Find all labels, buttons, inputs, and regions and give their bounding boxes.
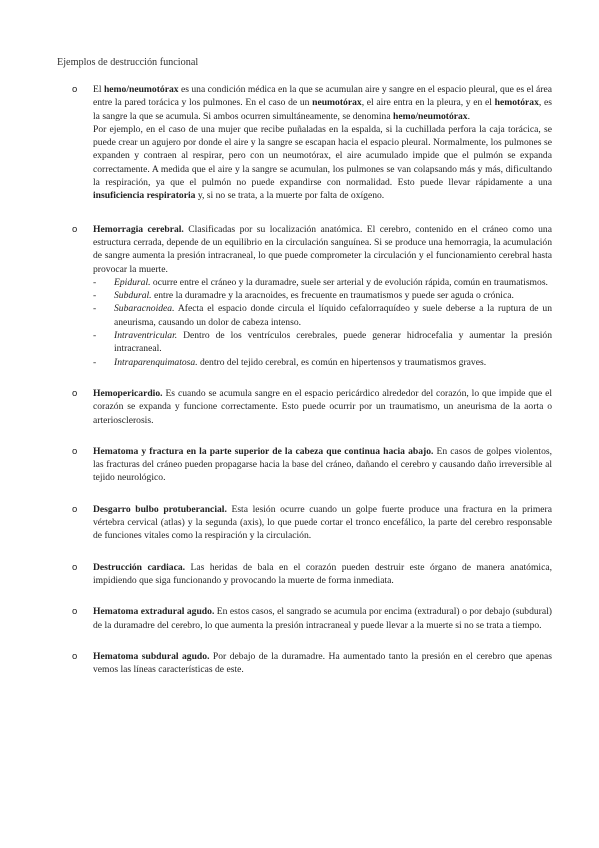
sub-list-item — [93, 276, 552, 289]
bold-term: Hemorragia cerebral. — [93, 223, 184, 235]
italic-term: Intraparenquimatosa. — [114, 356, 198, 368]
dash-icon: - — [93, 356, 97, 368]
bold-term: Hematoma y fractura en la parte superior de la cabeza que continua hacia abajo. — [93, 445, 434, 457]
bullet-icon: o — [72, 650, 78, 662]
bold-term: neumotórax — [312, 97, 362, 109]
text-run: . — [467, 110, 470, 122]
paragraph — [93, 503, 552, 543]
list-item — [72, 650, 552, 677]
dash-icon: - — [93, 276, 97, 288]
paragraph — [93, 223, 552, 276]
bold-term: Desgarro bulbo protuberancial. — [93, 503, 227, 515]
text-run: Esta lesión ocurre cuando un golpe fuerte produce una fractura en la primera vértebra cervical (atlas) y la segunda (axis), lo que puede cortar el tronco encefálico, la parte del cerebro responsable de funciones vitales como la respiración y la circulación. — [93, 503, 553, 542]
list-item — [72, 223, 552, 369]
text-run: En estos casos, el sangrado se acumula por encima (extradural) o por debajo (subdural) de la duramadre del cerebro, lo que aumenta la presión intracraneal y puede llevar a la muerte si no se trata a tiempo. — [93, 606, 552, 631]
sub-list — [93, 276, 552, 369]
text-run: ocurre entre el cráneo y la duramadre, suele ser arterial y de evolución rápida, común en traumatismos. — [150, 276, 548, 288]
bullet-icon: o — [72, 606, 78, 618]
italic-term: Intraventricular. — [114, 330, 178, 342]
dash-icon: - — [93, 290, 97, 302]
bullet-icon: o — [72, 503, 78, 515]
list-item — [72, 387, 552, 427]
paragraph — [93, 387, 552, 427]
bullet-icon: o — [72, 84, 78, 95]
text-run: dentro del tejido cerebral, es común en hipertensos y traumatismos graves. — [197, 356, 487, 368]
bold-term: insuficiencia respiratoria — [93, 190, 196, 202]
text-run: En casos de golpes violentos, las fracturas del cráneo pueden propagarse hacia la base del cráneo, dañando el cerebro y causando daño irreversible al tejido neurológico. — [93, 445, 553, 484]
text-run: es una condición médica en la que se acumulan aire y sangre en el espacio pleural, que es el área entre la pared torácica y los pulmones. En el caso de un — [93, 84, 552, 109]
sub-list-item — [93, 302, 552, 329]
list-item — [72, 503, 552, 543]
list-item — [72, 83, 552, 203]
paragraph — [93, 561, 552, 588]
italic-term: Epidural. — [114, 276, 151, 288]
paragraph — [93, 605, 552, 632]
bullet-icon: o — [72, 223, 78, 235]
list-item — [72, 561, 552, 588]
text-run: Por ejemplo, en el caso de una mujer que recibe puñaladas en la espalda, si la cuchillada perfora la caja torácica, se puede crear un agujero por donde el aire y la sangre se escapan hacia el espacio pleural. Normalmente, los pulmones se expanden y contraen al respirar, pero con un neumotórax, el aire acumulado impide que el pulmón se expanda correctamente. A medida que el aire y la sangre se acumulan, los pulmones se van colapsando más y más, dificultando la respiración, ya que el pulmón no puede expandirse con normalidad. Esto puede llevar rápidamente a una — [93, 123, 552, 189]
text-run: Es cuando se acumula sangre en el espacio pericárdico alrededor del corazón, lo que impide que el corazón se expanda y funcione correctamente. Esto puede ocurrir por un traumatismo, un aneurisma de la aorta o arteriosclerosis. — [93, 387, 552, 426]
text-run: Por debajo de la duramadre. Ha aumentado tanto la presión en el cerebro que apenas vemos las líneas características de este. — [93, 650, 552, 676]
paragraph — [93, 445, 552, 485]
italic-term: Subaracnoidea. — [114, 303, 175, 315]
bold-term: Destrucción cardiaca. — [93, 561, 186, 573]
paragraph — [93, 650, 552, 677]
list-item — [72, 445, 552, 485]
bullet-list — [72, 83, 552, 676]
bullet-icon: o — [72, 387, 78, 399]
bold-term: Hematoma subdural agudo. — [93, 650, 210, 662]
sub-list-item — [93, 356, 552, 369]
text-run: Las heridas de bala en el corazón pueden destruir este órgano de manera anatómica, impidiendo que siga funcionando y provocando la muerte de forma inmediata. — [93, 561, 552, 586]
bold-term: hemotórax — [494, 97, 539, 109]
sub-list-item — [93, 289, 552, 302]
text-run: Dentro de los ventrículos cerebrales, puede generar hidrocefalia y aumentar la presión intracraneal. — [114, 330, 552, 355]
text-run: , el aire entra en la pleura, y en el — [361, 97, 495, 109]
text-run: y, si no se trata, a la muerte por falta de oxígeno. — [195, 190, 385, 202]
dash-icon: - — [93, 330, 97, 342]
text-run: , es la sangre la que se acumula. Si ambos ocurren simultáneamente, se denomina — [93, 97, 552, 122]
page-title: Ejemplos de destrucción funcional — [57, 57, 199, 68]
paragraph — [93, 123, 552, 203]
text-run: entre la duramadre y la aracnoides, es frecuente en traumatismos y puede ser aguda o crónica. — [151, 290, 514, 302]
paragraph — [93, 83, 552, 123]
list-item — [72, 605, 552, 632]
text-run: El — [93, 84, 104, 95]
bullet-icon: o — [72, 445, 78, 457]
dash-icon: - — [93, 303, 97, 315]
text-run: Clasificadas por su localización anatómica. El cerebro, contenido en el cráneo como una estructura cerrada, depende de un equilibrio en la circulación sanguínea. Si se produce una hemorragia, la acumulación de sangre aumenta la presión intracraneal, lo que puede comprometer la circulación y el funcionamiento cerebral hasta provocar la muerte. — [93, 223, 552, 275]
sub-list-item — [93, 329, 552, 356]
italic-term: Subdural. — [114, 290, 152, 302]
bold-term: hemo/neumotórax — [392, 110, 468, 122]
bullet-icon: o — [72, 561, 78, 573]
bold-term: hemo/neumotórax — [103, 84, 179, 95]
bold-term: Hematoma extradural agudo. — [93, 606, 215, 618]
text-run: Afecta el espacio donde circula el líquido cefalorraquídeo y suele deberse a la ruptura de un aneurisma, causando un dolor de cabeza intenso. — [114, 303, 552, 328]
bold-term: Hemopericardio. — [93, 387, 163, 399]
